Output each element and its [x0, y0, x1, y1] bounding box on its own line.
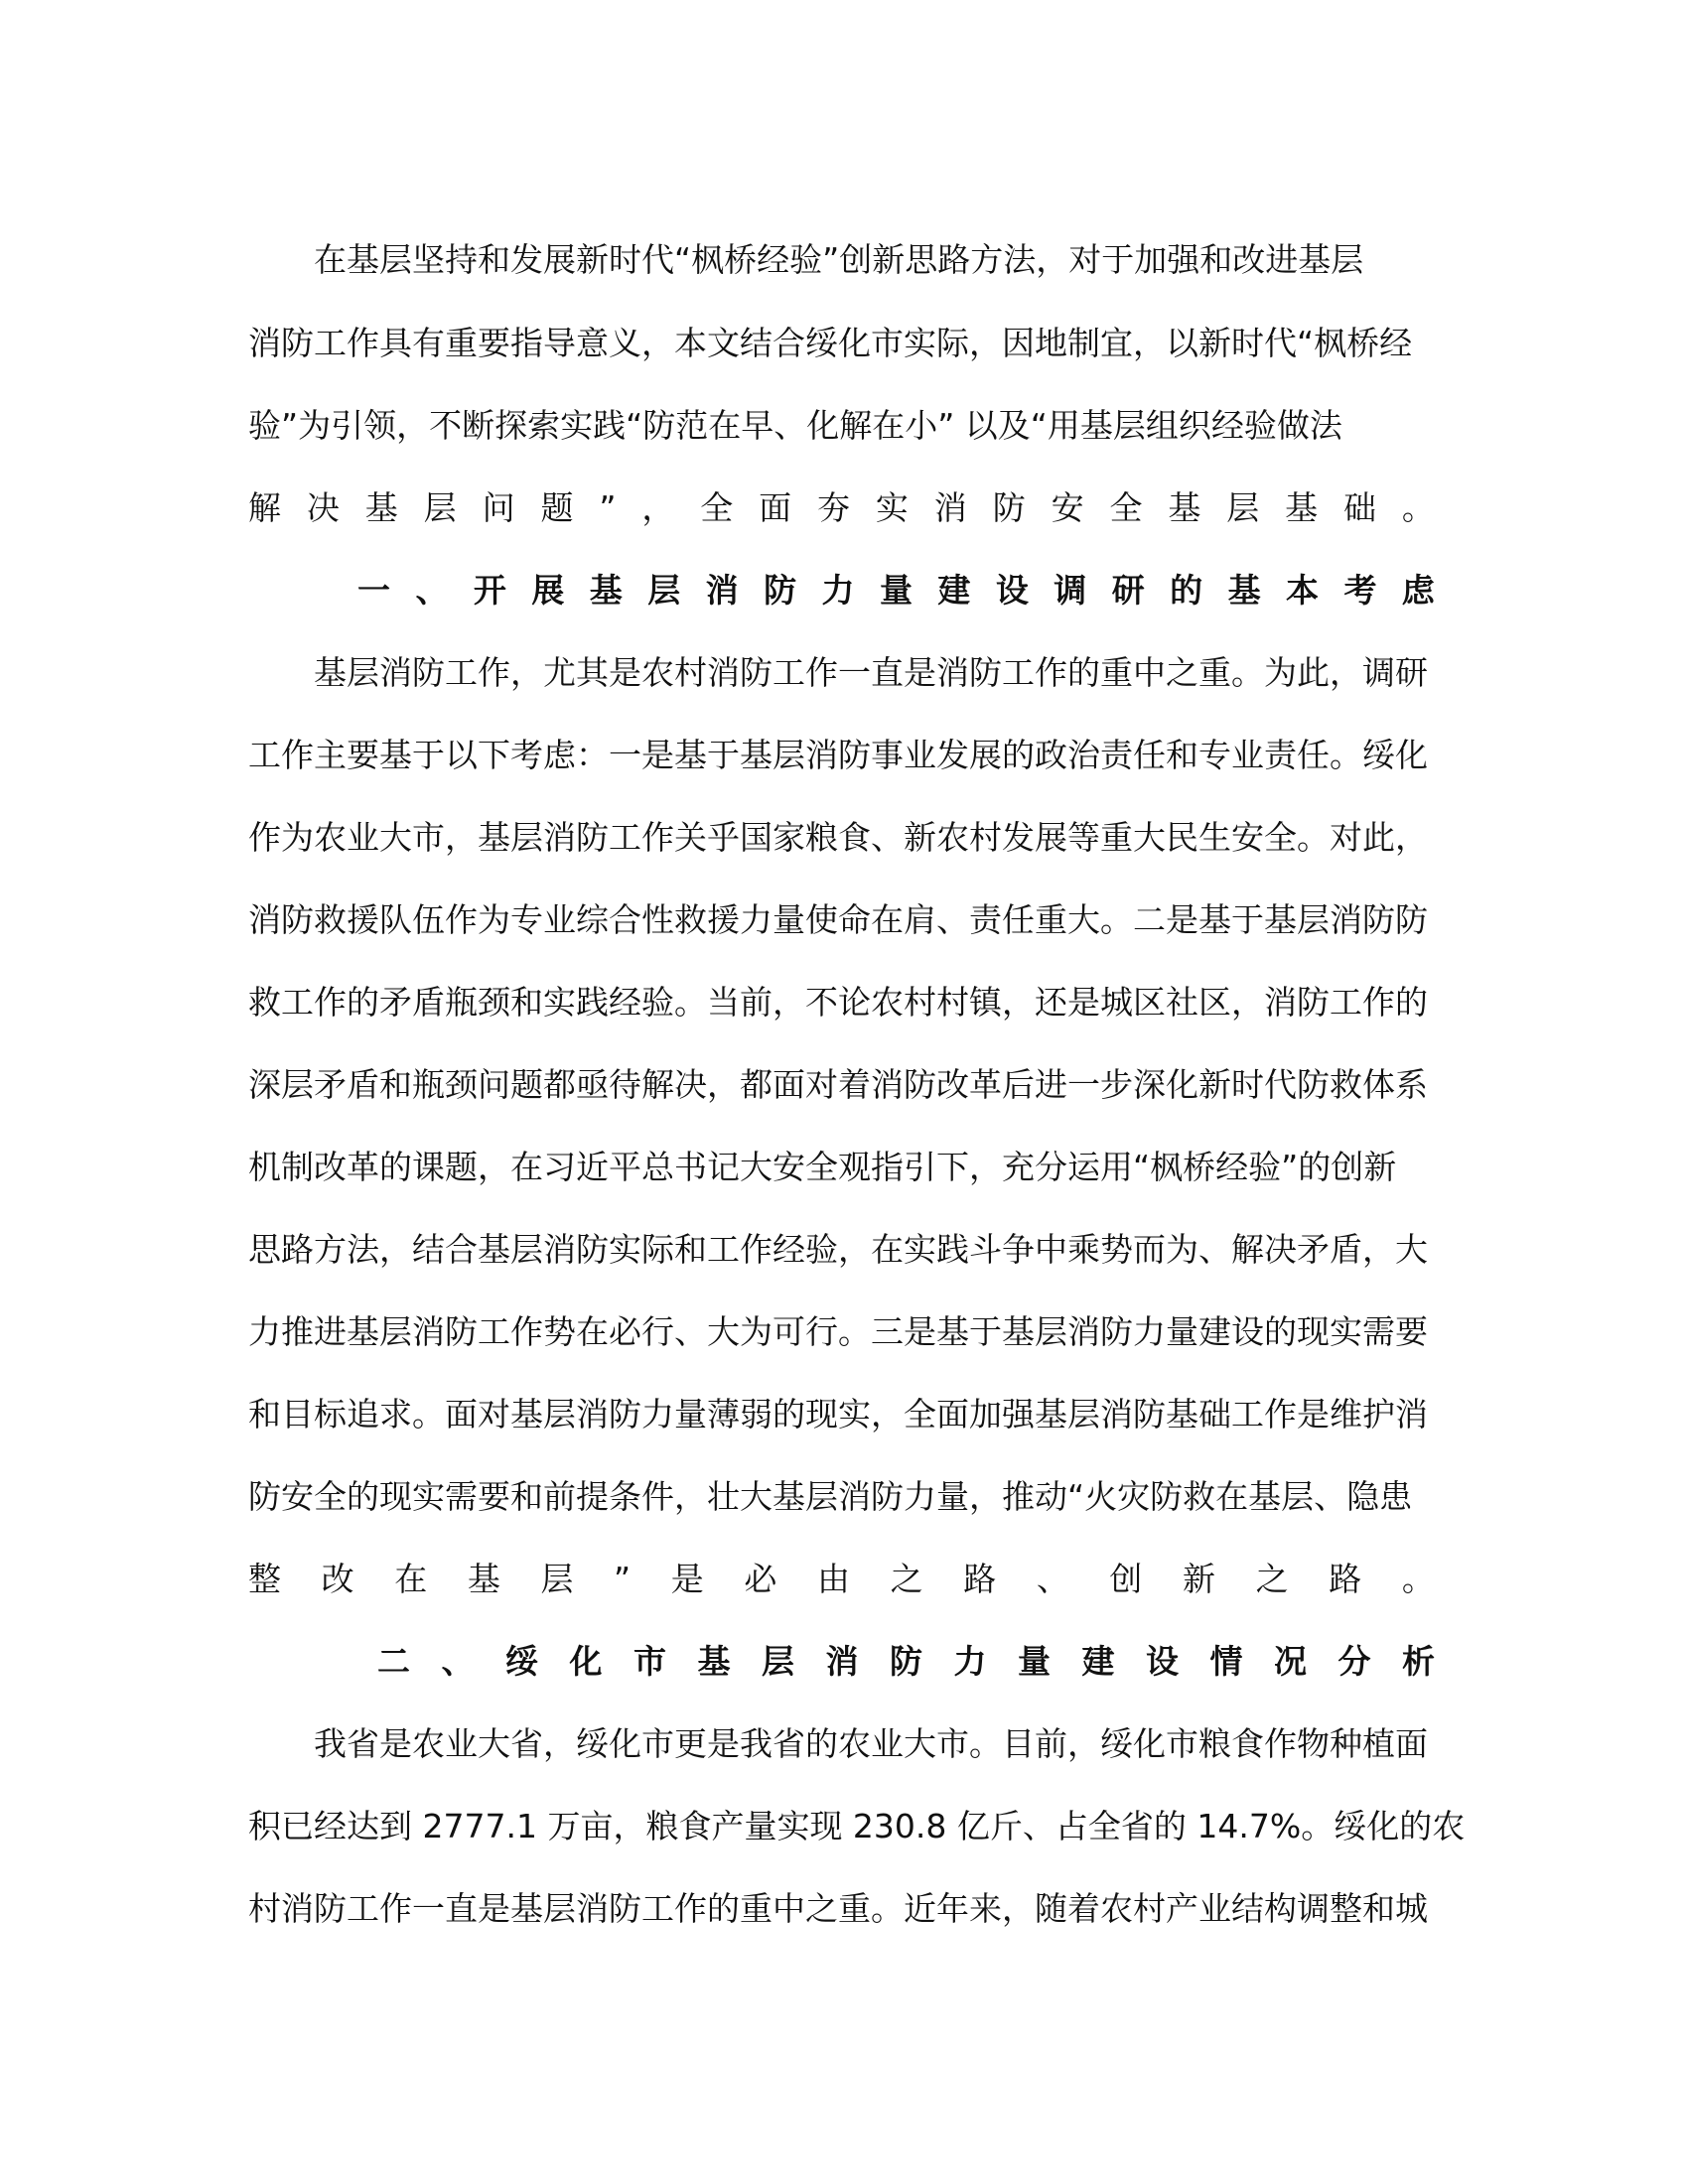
char: 基 [467, 1560, 500, 1598]
char: 考 [1343, 571, 1377, 610]
char: 设 [1146, 1642, 1179, 1681]
char: 量 [879, 571, 913, 610]
section-1-line-12 [248, 1538, 1435, 1621]
char: ， [641, 488, 675, 527]
section-2-line-1: 我省是农业大省，绥化市更是我省的农业大市。目前，绥化市粮食作物种植面 [314, 1724, 1428, 1763]
char: 之 [1255, 1560, 1289, 1598]
char: 分 [1337, 1642, 1371, 1681]
section-1-heading [357, 549, 1435, 632]
char: 、 [1036, 1560, 1069, 1598]
section-1-line-2: 工作主要基于以下考虑：一是基于基层消防事业发展的政治责任和专业责任。绥化 [248, 736, 1428, 774]
char: 夯 [817, 488, 851, 527]
char: 力 [821, 571, 855, 610]
char: 消 [825, 1642, 859, 1681]
char: 安 [1051, 488, 1084, 527]
char: 层 [423, 488, 457, 527]
char: 创 [1109, 1560, 1143, 1598]
intro-line-2: 消防工作具有重要指导意义，本文结合绥化市实际，因地制宜，以新时代“枫桥经 [248, 324, 1413, 362]
char: 的 [1170, 571, 1203, 610]
char: 防 [764, 571, 797, 610]
char: 研 [1111, 571, 1145, 610]
char: 问 [482, 488, 515, 527]
char: 在 [394, 1560, 428, 1598]
section-1-line-9: 力推进基层消防工作势在必行、大为可行。三是基于基层消防力量建设的现实需要 [248, 1312, 1428, 1351]
char: 消 [705, 571, 739, 610]
section-1-line-6: 深层矛盾和瓶颈问题都亟待解决，都面对着消防改革后进一步深化新时代防救体系 [248, 1065, 1428, 1104]
char: 二 [377, 1642, 410, 1681]
char: 之 [890, 1560, 923, 1598]
char: 全 [700, 488, 734, 527]
char: 改 [321, 1560, 354, 1598]
char: ” [614, 1560, 632, 1598]
char: 消 [933, 488, 967, 527]
char: 建 [937, 571, 971, 610]
char: 设 [995, 571, 1029, 610]
char: 化 [569, 1642, 603, 1681]
char: 市 [633, 1642, 666, 1681]
char: 解 [248, 488, 281, 527]
intro-line-4 [248, 467, 1435, 550]
char: 基 [1168, 488, 1201, 527]
section-1-line-3: 作为农业大市，基层消防工作关乎国家粮食、新农村发展等重大民生安全。对此， [248, 818, 1428, 857]
section-1-line-11: 防安全的现实需要和前提条件，壮大基层消防力量，推动“火灾防救在基层、隐患 [248, 1477, 1413, 1516]
char: 量 [1018, 1642, 1051, 1681]
char: 面 [759, 488, 792, 527]
char: 基 [697, 1642, 731, 1681]
char: 本 [1286, 571, 1319, 610]
char: 是 [670, 1560, 704, 1598]
section-2-heading [377, 1620, 1435, 1704]
char: 绥 [505, 1642, 538, 1681]
char: 基 [364, 488, 398, 527]
char: 情 [1209, 1642, 1243, 1681]
char: 层 [1226, 488, 1260, 527]
char: 防 [992, 488, 1026, 527]
char: 建 [1081, 1642, 1115, 1681]
char: 展 [531, 571, 565, 610]
char: 开 [473, 571, 506, 610]
char: 实 [875, 488, 909, 527]
char: 必 [744, 1560, 777, 1598]
char: 况 [1274, 1642, 1307, 1681]
section-1-line-10: 和目标追求。面对基层消防力量薄弱的现实，全面加强基层消防基础工作是维护消 [248, 1395, 1428, 1433]
section-1-line-5: 救工作的矛盾瓶颈和实践经验。当前，不论农村村镇，还是城区社区，消防工作的 [248, 983, 1428, 1022]
char: 题 [540, 488, 574, 527]
char: 决 [306, 488, 340, 527]
char: ” [599, 488, 617, 527]
char: 基 [1285, 488, 1319, 527]
section-1-line-1: 基层消防工作，尤其是农村消防工作一直是消防工作的重中之重。为此，调研 [314, 653, 1428, 692]
section-2-line-3: 村消防工作一直是基层消防工作的重中之重。近年来，随着农村产业结构调整和城 [248, 1889, 1428, 1928]
char: 整 [248, 1560, 281, 1598]
char: 。 [1401, 488, 1435, 527]
section-1-line-8: 思路方法，结合基层消防实际和工作经验，在实践斗争中乘势而为、解决矛盾，大 [248, 1230, 1428, 1269]
char: 新 [1183, 1560, 1216, 1598]
char: 。 [1401, 1560, 1435, 1598]
char: 虑 [1401, 571, 1435, 610]
char: 路 [963, 1560, 997, 1598]
char: 层 [647, 571, 681, 610]
char: 调 [1054, 571, 1087, 610]
char: 析 [1402, 1642, 1435, 1681]
section-2-line-2: 积已经达到 2777.1 万亩，粮食产量实现 230.8 亿斤、占全省的 14.7%。绥化的农 [248, 1807, 1466, 1845]
char: 层 [540, 1560, 574, 1598]
char: 、 [415, 571, 449, 610]
char: 基 [1227, 571, 1261, 610]
section-1-line-7: 机制改革的课题，在习近平总书记大安全观指引下，充分运用“枫桥经验”的创新 [248, 1148, 1397, 1186]
char: 基 [589, 571, 623, 610]
char: 、 [441, 1642, 475, 1681]
char: 础 [1343, 488, 1377, 527]
char: 路 [1329, 1560, 1362, 1598]
char: 力 [953, 1642, 987, 1681]
section-1-line-4: 消防救援队伍作为专业综合性救援力量使命在肩、责任重大。二是基于基层消防防 [248, 900, 1428, 939]
char: 防 [890, 1642, 922, 1681]
intro-line-3: 验”为引领，不断探索实践“防范在早、化解在小” 以及“用基层组织经验做法 [248, 406, 1342, 445]
char: 一 [357, 571, 390, 610]
char: 全 [1109, 488, 1143, 527]
char: 由 [816, 1560, 850, 1598]
char: 层 [762, 1642, 794, 1681]
intro-line-1: 在基层坚持和发展新时代“枫桥经验”创新思路方法，对于加强和改进基层 [314, 240, 1364, 279]
